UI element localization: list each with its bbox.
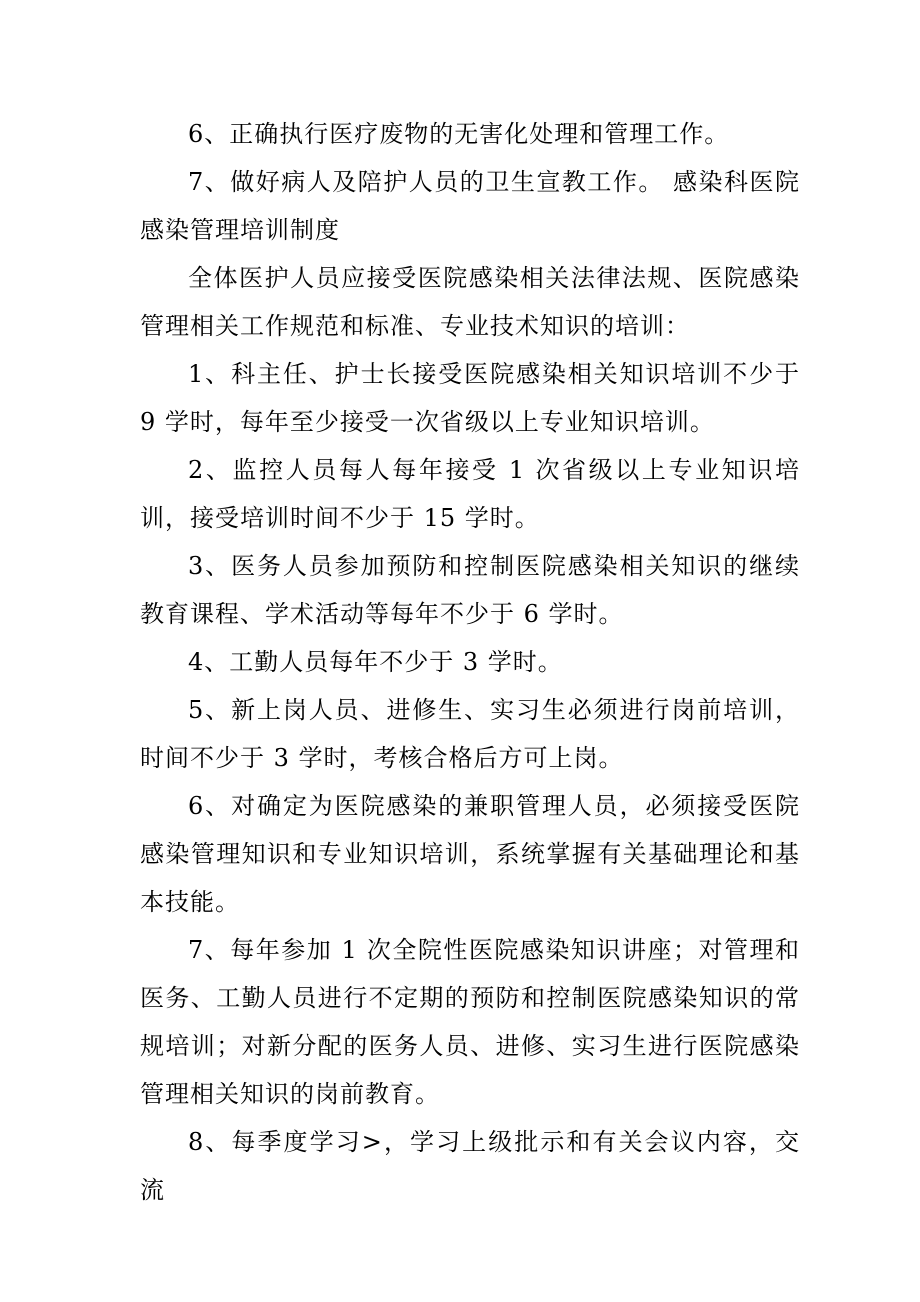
document-body xyxy=(140,110,800,1214)
paragraph-training-intro: 全体医护人员应接受医院感染相关法律法规、医院感染管理相关工作规范和标准、专业技术知识的培训： xyxy=(140,264,800,340)
paragraph-training-2: 2、监控人员每人每年接受 1 次省级以上专业知识培训，接受培训时间不少于 15 学时。 xyxy=(140,456,800,532)
paragraph-item-6-waste: 6、正确执行医疗废物的无害化处理和管理工作。 xyxy=(188,120,730,148)
paragraph-training-3: 3、医务人员参加预防和控制医院感染相关知识的继续教育课程、学术活动等每年不少于 6 学时。 xyxy=(140,552,800,628)
paragraph-training-5: 5、新上岗人员、进修生、实习生必须进行岗前培训，时间不少于 3 学时，考核合格后方可上岗。 xyxy=(140,696,800,772)
paragraph-training-8: 8、每季度学习>，学习上级批示和有关会议内容，交流 xyxy=(140,1128,800,1204)
paragraph-training-1: 1、科主任、护士长接受医院感染相关知识培训不少于 9 学时，每年至少接受一次省级以上专业知识培训。 xyxy=(140,360,800,436)
paragraph-training-4: 4、工勤人员每年不少于 3 学时。 xyxy=(188,648,563,676)
paragraph-training-6: 6、对确定为医院感染的兼职管理人员，必须接受医院感染管理知识和专业知识培训，系统掌握有关基础理论和基本技能。 xyxy=(140,792,800,916)
paragraph-training-7: 7、每年参加 1 次全院性医院感染知识讲座；对管理和医务、工勤人员进行不定期的预防和控制医院感染知识的常规培训；对新分配的医务人员、进修、实习生进行医院感染管理相关知识的岗前教育。 xyxy=(140,936,800,1108)
paragraph-item-7-education: 7、做好病人及陪护人员的卫生宣教工作。 感染科医院感染管理培训制度 xyxy=(140,168,800,244)
